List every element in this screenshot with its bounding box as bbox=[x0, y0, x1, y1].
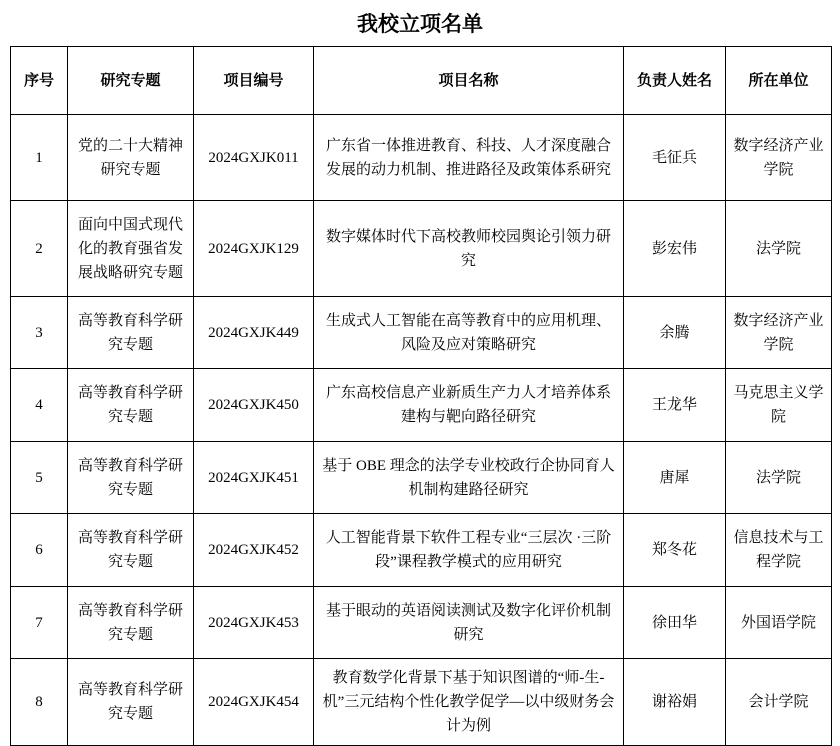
header-serial-number: 序号 bbox=[11, 47, 68, 115]
cell-project-name: 基于 OBE 理念的法学专业校政行企协同育人机制构建路径研究 bbox=[314, 442, 624, 514]
table-row bbox=[11, 587, 832, 659]
cell-project-code: 2024GXJK449 bbox=[194, 297, 314, 369]
header-project-name: 项目名称 bbox=[314, 47, 624, 115]
cell-research-topic: 高等教育科学研究专题 bbox=[68, 659, 194, 746]
table-row bbox=[11, 659, 832, 746]
cell-research-topic: 党的二十大精神研究专题 bbox=[68, 115, 194, 201]
cell-serial-number: 6 bbox=[11, 514, 68, 587]
cell-unit: 信息技术与工程学院 bbox=[726, 514, 832, 587]
cell-serial-number: 1 bbox=[11, 115, 68, 201]
cell-research-topic: 高等教育科学研究专题 bbox=[68, 587, 194, 659]
cell-research-topic: 高等教育科学研究专题 bbox=[68, 297, 194, 369]
cell-project-code: 2024GXJK451 bbox=[194, 442, 314, 514]
cell-research-topic: 面向中国式现代化的教育强省发展战略研究专题 bbox=[68, 201, 194, 297]
cell-unit: 数字经济产业学院 bbox=[726, 297, 832, 369]
cell-unit: 会计学院 bbox=[726, 659, 832, 746]
cell-leader-name: 王龙华 bbox=[624, 369, 726, 442]
cell-research-topic: 高等教育科学研究专题 bbox=[68, 442, 194, 514]
cell-project-code: 2024GXJK011 bbox=[194, 115, 314, 201]
cell-leader-name: 彭宏伟 bbox=[624, 201, 726, 297]
cell-project-name: 广东省一体推进教育、科技、人才深度融合发展的动力机制、推进路径及政策体系研究 bbox=[314, 115, 624, 201]
cell-leader-name: 谢裕娟 bbox=[624, 659, 726, 746]
cell-unit: 法学院 bbox=[726, 442, 832, 514]
header-leader-name: 负责人姓名 bbox=[624, 47, 726, 115]
cell-leader-name: 徐田华 bbox=[624, 587, 726, 659]
cell-project-code: 2024GXJK454 bbox=[194, 659, 314, 746]
cell-project-name: 教育数学化背景下基于知识图谱的“师-生-机”三元结构个性化教学促学—以中级财务会计为例 bbox=[314, 659, 624, 746]
table-row bbox=[11, 201, 832, 297]
cell-project-name: 生成式人工智能在高等教育中的应用机理、风险及应对策略研究 bbox=[314, 297, 624, 369]
cell-project-name: 人工智能背景下软件工程专业“三层次 ·三阶段”课程教学模式的应用研究 bbox=[314, 514, 624, 587]
cell-serial-number: 8 bbox=[11, 659, 68, 746]
table-row bbox=[11, 115, 832, 201]
cell-project-code: 2024GXJK450 bbox=[194, 369, 314, 442]
table-header-row bbox=[11, 47, 832, 115]
cell-project-code: 2024GXJK453 bbox=[194, 587, 314, 659]
cell-serial-number: 2 bbox=[11, 201, 68, 297]
cell-unit: 外国语学院 bbox=[726, 587, 832, 659]
table-row bbox=[11, 514, 832, 587]
cell-project-code: 2024GXJK452 bbox=[194, 514, 314, 587]
cell-leader-name: 毛征兵 bbox=[624, 115, 726, 201]
cell-leader-name: 余腾 bbox=[624, 297, 726, 369]
table-row bbox=[11, 442, 832, 514]
header-project-code: 项目编号 bbox=[194, 47, 314, 115]
cell-project-name: 广东高校信息产业新质生产力人才培养体系建构与靶向路径研究 bbox=[314, 369, 624, 442]
header-research-topic: 研究专题 bbox=[68, 47, 194, 115]
table-row bbox=[11, 297, 832, 369]
cell-serial-number: 5 bbox=[11, 442, 68, 514]
cell-serial-number: 4 bbox=[11, 369, 68, 442]
cell-unit: 法学院 bbox=[726, 201, 832, 297]
cell-unit: 马克思主义学院 bbox=[726, 369, 832, 442]
cell-research-topic: 高等教育科学研究专题 bbox=[68, 514, 194, 587]
table-row bbox=[11, 369, 832, 442]
cell-project-name: 数字媒体时代下高校教师校园舆论引领力研究 bbox=[314, 201, 624, 297]
cell-unit: 数字经济产业学院 bbox=[726, 115, 832, 201]
cell-serial-number: 7 bbox=[11, 587, 68, 659]
cell-project-name: 基于眼动的英语阅读测试及数字化评价机制研究 bbox=[314, 587, 624, 659]
cell-leader-name: 唐犀 bbox=[624, 442, 726, 514]
cell-serial-number: 3 bbox=[11, 297, 68, 369]
header-unit: 所在单位 bbox=[726, 47, 832, 115]
cell-project-code: 2024GXJK129 bbox=[194, 201, 314, 297]
cell-leader-name: 郑冬花 bbox=[624, 514, 726, 587]
page-title: 我校立项名单 bbox=[357, 12, 483, 36]
cell-research-topic: 高等教育科学研究专题 bbox=[68, 369, 194, 442]
projects-table bbox=[10, 46, 832, 746]
